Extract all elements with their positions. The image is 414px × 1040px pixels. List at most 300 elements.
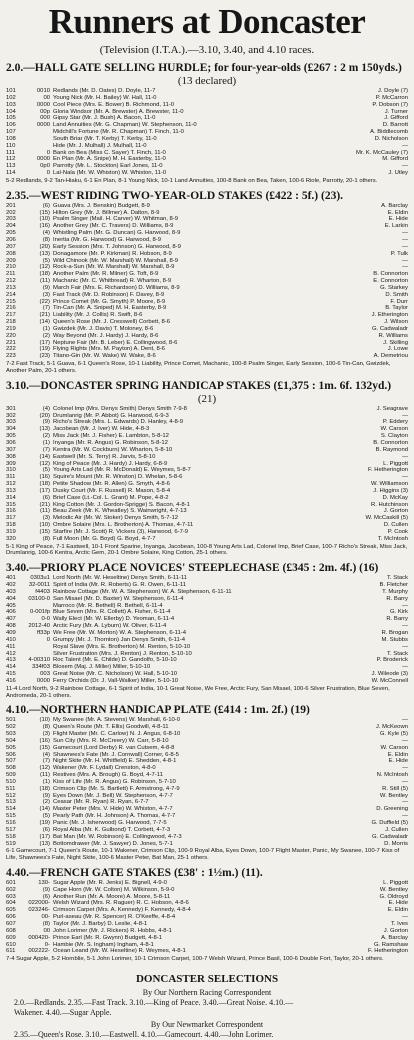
- runner-form: (14): [39, 806, 50, 813]
- selections-section: [6, 973, 408, 1040]
- runner-jockey: L. Piggott: [383, 879, 408, 886]
- runner-details: Royal Slave (Mrs. E. Brotherton) M. Renton, 5-10-10: [53, 643, 191, 650]
- runner-jockey: J. Etherington: [371, 312, 408, 319]
- runner-jockey: G. Starkey: [380, 284, 408, 291]
- runner-jockey: T. Ives: [390, 921, 408, 928]
- runner-jockey: J. Skilling: [383, 339, 408, 346]
- runner-row: [6, 900, 408, 907]
- runner-details: Lord North (Mr. W. Heseltine) Denys Smith, 6-11-11: [53, 575, 188, 582]
- runner-row: [6, 413, 408, 420]
- runner-number: 311: [6, 474, 16, 481]
- runner-form: (7): [42, 305, 50, 312]
- runner-details: Ferry Orchids (Dr. J. Vall-Walker) Miller, 5-10-10: [53, 677, 179, 684]
- runner-details: Parrotty (Mr. L. Stockton) Earl Jones, 11-0: [53, 163, 163, 170]
- betting-forecast: 7-4 Sugar Apple, 5-2 Hornblie, 5-1 John Lorimer, 10-1 Crimson Carpet, 100-7 Welsh Wizard, Prince Basil, 100-6 Double Fort, Taylor, 20-1 others.: [6, 956, 384, 963]
- runner-row: [6, 143, 408, 150]
- runner-details: Master Peter (Mrs. V. Hide) W. Whiston, 4-7-7: [53, 806, 173, 813]
- runner-jockey: W. McCaskill (5): [365, 515, 408, 522]
- runner-number: 106: [6, 122, 16, 129]
- runner-form: 0000: [36, 101, 50, 108]
- runner-form: (9): [42, 284, 50, 291]
- runner-form: 023246-: [28, 907, 50, 914]
- runner-details: March Fair (Mrs. E. Richardson) D. Williams, 8-9: [53, 284, 180, 291]
- runner-details: Gloria Windsor (Mr. A. Brewster) A. Brewster, 11-0: [53, 108, 184, 115]
- runner-details: Early Session (Mrs. T. Johnson) G. Harwood, 8-9: [53, 243, 181, 250]
- race-header: 2.35.—WEST RIDING TWO-YEAR-OLD STAKES (£422 : 5f.) (23).: [6, 189, 344, 202]
- runner-number: 102: [6, 94, 16, 101]
- runner-details: Way Beyond (Mr. J. Hardy) J. Hardy, 8-6: [53, 332, 159, 339]
- runner-number: 111: [6, 149, 15, 156]
- runner-number: 304: [6, 426, 16, 433]
- runner-row: [6, 813, 408, 820]
- runner-form: (9): [42, 792, 50, 799]
- runner-jockey: J. Wilson: [384, 319, 408, 326]
- runner-row: [6, 752, 408, 759]
- runner-row: [6, 928, 408, 935]
- runner-details: Bottomdrawer (Mr. J. Sawyer) D. Jones, 5-7-1: [53, 840, 173, 847]
- runner-form: (8): [42, 535, 50, 542]
- runner-jockey: W. Carson: [380, 426, 408, 433]
- runner-row: [6, 467, 408, 474]
- runner-details: Roc Talent (Mr. E. Childe) D. Gandolfo, 5-10-10: [53, 657, 177, 664]
- runner-number: 412: [6, 650, 16, 657]
- runner-row: [6, 894, 408, 901]
- runner-form: ff33p: [37, 629, 50, 636]
- runner-number: 220: [6, 332, 16, 339]
- runner-row: [6, 230, 408, 237]
- runner-form: (21): [39, 312, 50, 319]
- runner-details: Dusky Court (Mr. F. Russell) R. Mason, 5-8-4: [53, 487, 171, 494]
- runner-details: Bat Man (Mr. W. Robinson) E. Collingwood, 4-7-3: [53, 833, 182, 840]
- runner-form: (19): [39, 346, 50, 353]
- runner-number: 516: [6, 819, 16, 826]
- runner-form: (4): [42, 405, 50, 412]
- runner-jockey: D. Nicholson: [374, 135, 408, 142]
- runner-details: Richo's Streak (Mrs. L. Edwards) D. Hanley, 4-8-9: [53, 419, 183, 426]
- runner-details: We Free (Mr. W. Morton) W. A. Stephenson, 6-11-4: [53, 629, 187, 636]
- race-section: [6, 62, 408, 185]
- runner-row: [6, 671, 408, 678]
- runner-number: 107: [6, 129, 16, 136]
- runner-number: 319: [6, 528, 16, 535]
- runner-number: 602: [6, 886, 16, 893]
- runner-form: (7): [42, 758, 50, 765]
- runner-row: [6, 109, 408, 116]
- runner-form: (15): [39, 528, 50, 535]
- runner-number: 208: [6, 250, 16, 257]
- runner-form: (15): [39, 744, 50, 751]
- runner-row: [6, 150, 408, 157]
- runner-number: 110: [6, 142, 16, 149]
- runner-jockey: F. Durr: [390, 298, 408, 305]
- runner-number: 409: [6, 629, 16, 636]
- runner-row: [6, 95, 408, 102]
- runner-form: (16): [39, 474, 50, 481]
- runner-details: Taylor (Mr. J. Barby) D. Leslie, 4-8-1: [53, 921, 148, 928]
- runner-details: Donagamore (Mr. P. Kirkman) R. Hobson, 8-9: [53, 250, 172, 257]
- runner-number: 112: [6, 156, 16, 163]
- runner-number: 515: [6, 813, 16, 820]
- runner-form: (22): [39, 298, 50, 305]
- runner-jockey: R. Barry: [386, 595, 408, 602]
- runner-number: 217: [6, 312, 16, 319]
- runner-form: 00-: [41, 914, 50, 921]
- runner-details: Young Arts Lad (Mr. R. McDonald) E. Weymes, 5-8-7: [53, 467, 191, 474]
- runner-jockey: E. Larkin: [384, 223, 408, 230]
- race-card: [6, 62, 408, 963]
- northern-selection-line: 2.0.—Redlands. 2.35.—Fast Track. 3.10.—King of Peace. 3.40.—Great Noise. 4.10.—: [14, 998, 294, 1008]
- runner-row: [6, 264, 408, 271]
- selections-title: DONCASTER SELECTIONS: [135, 973, 279, 986]
- runner-details: Grumpy (Mr. J. Thornton) Jan Denys Smith, 6-11-4: [53, 636, 186, 643]
- runner-jockey: A. Demetriou: [373, 353, 408, 360]
- runner-row: [6, 461, 408, 468]
- runner-form: (10): [39, 717, 50, 724]
- runner-row: [6, 724, 408, 731]
- runner-form: [22, 603, 53, 610]
- runner-details: Purl-aseau (Mr. R. Spencer) R. O'Keeffe, 4-8-4: [53, 914, 176, 921]
- runner-number: 603: [6, 893, 16, 900]
- runner-jockey: —: [402, 453, 408, 460]
- runner-number: 219: [6, 325, 16, 332]
- runner-jockey: —: [402, 664, 408, 671]
- runner-row: [6, 616, 408, 623]
- runner-details: Whistling Palm (Mr. G. Duncan) G. Harwood, 8-9: [53, 230, 181, 237]
- runner-row: [6, 299, 408, 306]
- runner-number: 415: [6, 671, 16, 678]
- runner-jockey: G. Ramshaw: [373, 941, 408, 948]
- runner-number: 611: [6, 948, 16, 955]
- runner-row: [6, 326, 408, 333]
- runner-form: (19): [39, 819, 50, 826]
- runner-row: [6, 258, 408, 265]
- runner-jockey: T. Stack: [387, 575, 408, 582]
- runner-details: Psalm Singer (Mail. H. Carver) W. Whitman, 8-9: [53, 216, 179, 223]
- runner-row: [6, 502, 408, 509]
- runner-row: [6, 786, 408, 793]
- runner-list: [6, 880, 408, 955]
- runner-row: [6, 717, 408, 724]
- runner-details: Sun City (Mrs. R. McCreery) W. Carr, 5-8-10: [53, 737, 169, 744]
- runner-details: Blue Seven (Mrs. R. Collett) A. Fisher, 6-11-4: [53, 609, 171, 616]
- runner-form: (2): [42, 799, 50, 806]
- runner-form: (8): [42, 921, 50, 928]
- runner-row: [6, 887, 408, 894]
- runner-row: [6, 914, 408, 921]
- runner-row: [6, 129, 408, 136]
- runner-number: 203: [6, 216, 16, 223]
- runner-number: 202: [6, 209, 16, 216]
- race-section: [6, 867, 408, 963]
- runner-jockey: —: [402, 142, 408, 149]
- runner-form: 003: [40, 671, 50, 678]
- runner-row: [6, 419, 408, 426]
- runner-jockey: R. Williams: [378, 332, 408, 339]
- runner-form: 0000: [36, 156, 50, 163]
- runner-details: Melodic Air (Mr. W. Stoker) Denys Smith, 5-7-12: [53, 515, 179, 522]
- runner-jockey: J. Doyle (7): [377, 88, 408, 94]
- runner-list: [6, 406, 408, 543]
- runner-number: 316: [6, 508, 16, 515]
- runner-number: 502: [6, 724, 16, 731]
- runner-form: (23): [39, 353, 50, 360]
- runner-jockey: P. Tulk: [390, 250, 408, 257]
- runner-row: [6, 515, 408, 522]
- runner-form: 03100-0: [28, 595, 50, 602]
- runner-form: (8): [42, 236, 50, 243]
- runner-details: Another Palm (Mr. R. Milner) G. Toft, 8-9: [53, 271, 159, 278]
- runner-jockey: —: [402, 163, 408, 170]
- runner-number: 405: [6, 602, 16, 609]
- runner-jockey: D. Smith: [385, 291, 408, 298]
- runner-row: [6, 651, 408, 658]
- runner-details: Wally Elect (Mr. W. Ellerby) D. Yeoman, 6-11-4: [53, 616, 175, 623]
- runner-jockey: G. Duffield (5): [371, 819, 408, 826]
- runner-number: 607: [6, 921, 16, 928]
- runner-jockey: A. Barclay: [381, 202, 408, 209]
- runner-row: [6, 474, 408, 481]
- runner-row: [6, 136, 408, 143]
- runner-form: (13): [39, 426, 50, 433]
- runner-row: [6, 827, 408, 834]
- runner-jockey: —: [402, 243, 408, 250]
- betting-forecast: 7-2 Fast Track, 5-1 Guava, 6-1 Queen's Rose, 10-1 Liability, Prince Comet, Machanic, 100-8 Psalm Singer, Early Session, 100-6 Tin-Can, Gwizdek, Another Palm, 20-1 others.: [6, 361, 391, 374]
- runner-form: (17): [39, 487, 50, 494]
- runner-form: (6): [42, 202, 50, 209]
- runner-jockey: P. Eddery: [382, 419, 408, 426]
- masthead: Runners at Doncaster: [48, 2, 366, 41]
- runner-jockey: S. Clayton: [380, 433, 408, 440]
- runner-jockey: B. Connorton: [373, 271, 408, 278]
- runner-jockey: A. Biddlecomb: [370, 129, 408, 136]
- runner-details: Midchill's Fortune (Mr. R. Chapman) T. Finch, 11-0: [53, 129, 184, 136]
- runner-jockey: J. Wileode (3): [371, 671, 408, 678]
- television-note: (Television (I.T.A.).—3.10, 3.40, and 4.10 races.: [99, 44, 315, 56]
- runner-form: 000: [40, 115, 50, 122]
- runner-number: 416: [6, 677, 16, 684]
- runner-form: (14): [39, 319, 50, 326]
- runner-form: [22, 143, 53, 150]
- runner-number: 402: [6, 582, 16, 589]
- runner-form: (20): [39, 243, 50, 250]
- runner-details: Marroco (Mr. R. Bethell) R. Bethell, 6-11-4: [53, 602, 163, 609]
- runner-number: 310: [6, 467, 16, 474]
- runner-form: (4): [42, 230, 50, 237]
- runner-row: [6, 305, 408, 312]
- runner-jockey: E. Connorton: [373, 278, 408, 285]
- runner-details: Prince Earl (Mr. R. Gwynn) Budgett, 4-8-1: [53, 934, 163, 941]
- runner-row: [6, 88, 408, 95]
- runner-row: [6, 948, 408, 955]
- runner-number: 518: [6, 833, 16, 840]
- runner-jockey: B. Taylor: [385, 305, 408, 312]
- runner-jockey: —: [402, 236, 408, 243]
- runner-form: (12): [39, 264, 50, 271]
- runner-row: [6, 921, 408, 928]
- runner-jockey: D. McKay: [382, 494, 408, 501]
- runner-row: [6, 765, 408, 772]
- runner-number: 414: [6, 664, 16, 671]
- northern-correspondent: By Our Northern Racing Correspondent: [142, 988, 272, 998]
- runner-jockey: D. Barrott: [382, 122, 408, 129]
- runner-row: [6, 312, 408, 319]
- runner-row: [6, 203, 408, 210]
- runner-form: (2): [42, 332, 50, 339]
- runner-details: Hambie (Mr. S. Ingham) Ingham, 4-8-1: [53, 941, 154, 948]
- runner-number: 222: [6, 346, 16, 353]
- runner-form: 022000-: [28, 900, 50, 907]
- runner-details: En Plan (Mr. A. Snipe) M. H. Easterby, 11-0: [53, 156, 166, 163]
- runner-jockey: J. Cullen: [385, 826, 408, 833]
- runner-number: 504: [6, 737, 16, 744]
- runner-number: 313: [6, 487, 16, 494]
- runner-jockey: J. Utley: [388, 170, 408, 177]
- runner-form: f4403: [35, 588, 50, 595]
- runner-details: Brief Case (Lt.-Col. L. Grant) M. Pope, 4-8-2: [53, 494, 169, 501]
- runner-number: 209: [6, 257, 16, 264]
- runner-details: Titano-Gin (Mr. W. Wake) W. Wake, 8-6: [53, 353, 156, 360]
- runner-row: [6, 210, 408, 217]
- runner-number: 215: [6, 298, 16, 305]
- runner-form: (6): [42, 494, 50, 501]
- runner-jockey: N. McIntosh: [376, 772, 408, 779]
- runner-form: (21): [39, 501, 50, 508]
- runner-details: Colonel Imp (Mrs. Denys Smith) Denys Smith 7-9-8: [53, 405, 187, 412]
- runner-details: Silver Frustration (Mrs. J. Renton) J. Renton, 5-10-10: [53, 650, 192, 657]
- runner-number: 301: [6, 405, 16, 412]
- runner-form: (12): [39, 460, 50, 467]
- runner-jockey: —: [402, 602, 408, 609]
- runner-row: [6, 156, 408, 163]
- race-section: [6, 380, 408, 557]
- runner-form: 0: [46, 636, 50, 643]
- runner-details: Beau Zeek (Mr. K. Wheatley) S. Wainwright, 4-7-13: [53, 508, 187, 515]
- runner-form: 2012-40: [28, 623, 50, 630]
- runner-jockey: E. Hide: [388, 758, 408, 765]
- runner-jockey: T. McIntosh: [377, 535, 408, 542]
- runner-details: Land Annuities (Mr. G. Chapman) W. Stephenson, 11-0: [53, 122, 197, 129]
- runner-details: Pearly Path (Mr. H. Johnson) A. Thomas, 4-7-7: [53, 813, 176, 820]
- runner-details: Bloxem (Maj. J. Miller) Miller, 5-10-10: [53, 664, 151, 671]
- runner-row: [6, 102, 408, 109]
- runner-number: 216: [6, 305, 16, 312]
- runner-number: 312: [6, 481, 16, 488]
- runner-form: [22, 651, 53, 658]
- betting-forecast: 6-1 Gamecourt, 7-1 Queen's Route, 10-1 Wakener, Crimson Clip, 100-9 Royal Alba, Eyes Down, 100-7 Flight Master, Panic, My Swanee, 100-7 Kiss of Life, Shawnees's Fate, Night Skite, 100-6 Master Peter, Bat Man, 25-1 others.: [6, 848, 400, 862]
- runner-number: 307: [6, 446, 16, 453]
- runner-number: 205: [6, 230, 16, 237]
- runner-form: 4-00310: [28, 657, 50, 664]
- runner-row: [6, 745, 408, 752]
- runner-number: 213: [6, 284, 16, 291]
- runner-number: 404: [6, 595, 16, 602]
- runner-row: [6, 942, 408, 949]
- runner-jockey: —: [402, 737, 408, 744]
- runner-form: (8): [42, 724, 50, 731]
- runner-details: Guava (Mrs. J. Benskin) Budgett, 8-9: [53, 202, 150, 209]
- runner-details: Royal Alba (Mr. K. Gulbond) T. Corbett, 4-7-3: [53, 826, 171, 833]
- runner-jockey: —: [402, 257, 408, 264]
- runner-jockey: Mr. K. McCauley (7): [355, 149, 408, 156]
- runner-details: Drumlanrig (Mr. P. Abbot) G. Harwood, 6-9-3: [53, 412, 169, 419]
- runner-number: 305: [6, 433, 16, 440]
- runner-row: [6, 251, 408, 258]
- runner-details: Jacobean (Mr. J. Iver) W. Hide, 4-8-3: [53, 426, 150, 433]
- runner-form: (12): [39, 765, 50, 772]
- runner-form: 0-0: [41, 616, 50, 623]
- runner-form: 00p: [40, 108, 50, 115]
- runner-row: [6, 285, 408, 292]
- runner-row: [6, 589, 408, 596]
- runner-details: Inertia (Mr. G. Harwood) G. Harwood, 8-9: [53, 236, 162, 243]
- runner-details: Cool Piece (Mrs. E. Bower) B. Richmond, 11-0: [53, 101, 175, 108]
- runner-row: [6, 623, 408, 630]
- runner-details: Crimson Carpet (Mrs. A. Kennedy) F. Kennedy, 4-8-4: [53, 907, 191, 914]
- runner-details: Ombre Solaire (Mrs. L. Brotherton) A. Thomas, 4-7-11: [53, 522, 194, 529]
- runner-form: (3): [42, 291, 50, 298]
- runner-details: Squire's Mount (Mr. R. Winston) D. Whelan, 5-8-6: [53, 474, 183, 481]
- runner-jockey: —: [402, 813, 408, 820]
- runner-details: Tin-Can (Mr. A. Sniped) M. H. Easterby, 8-9: [53, 305, 167, 312]
- runner-form: (15): [39, 209, 50, 216]
- runner-form: (18): [39, 481, 50, 488]
- runner-details: Gwizdek (Mr. J. Davis) T. Moloney, 8-6: [53, 325, 154, 332]
- runner-number: 315: [6, 501, 16, 508]
- runner-details: Neptune Fair (Mr. B. Leber) E. Collingwood, 8-6: [53, 339, 178, 346]
- runner-jockey: R. Barry: [386, 616, 408, 623]
- runner-jockey: W. Bentley: [379, 886, 408, 893]
- runner-form: 0p0: [40, 163, 50, 170]
- runner-details: Shawnees's Fate (Mr. J. Cornwall) Corner, 6-8-5: [53, 751, 179, 758]
- runner-details: San Misael (Mr. D. Baxter) W. Stephenson, 6-11-4: [53, 595, 184, 602]
- runner-list: [6, 575, 408, 685]
- runner-row: [6, 880, 408, 887]
- runner-jockey: M. Gifford: [382, 156, 408, 163]
- runner-row: [6, 793, 408, 800]
- runner-details: Panic (Mr. J. Isherwood) G. Harwood, 7-7-5: [53, 819, 167, 826]
- race-declared: (21): [197, 392, 217, 405]
- runner-row: [6, 292, 408, 299]
- runner-form: (13): [39, 840, 50, 847]
- runner-form: (11): [39, 772, 50, 779]
- runner-jockey: G. Oldroyd: [379, 893, 408, 900]
- race-header: 3.10.—DONCASTER SPRING HANDICAP STAKES (£1,375 : 1m. 6f. 132yd.): [6, 379, 392, 392]
- runner-number: 108: [6, 135, 16, 142]
- race-header: 2.0.—HALL GATE SELLING HURDLE; for four-year-olds (£267 : 2 m 150yds.): [6, 62, 402, 74]
- betting-forecast: 5-1 King of Peace, 7-1 Eastwell, 10-1 Front Sparine, Inyanga, Jacobean, 100-8 Young Arts Lad, Colonel Imp, Brief Case, 100-7 Richo's Streak, Miss Jack, Drumlanrig, 100-6 Kentra, Arctic Gem, 20-1 Ombre Solaire, King Cotton, 25-1 others.: [6, 543, 408, 557]
- race-header: 3.40.—PRIORY PLACE NOVICES' STEEPLECHASE (£345 : 2m. 4f.) (16): [6, 562, 379, 575]
- runner-jockey: J. Gorton: [383, 927, 408, 934]
- runner-jockey: J. Gorton: [383, 508, 408, 515]
- runner-number: 308: [6, 453, 16, 460]
- runner-row: [6, 806, 408, 813]
- runner-form: (20): [39, 412, 50, 419]
- runner-form: 0: [46, 170, 50, 177]
- runner-row: [6, 731, 408, 738]
- runner-row: [6, 758, 408, 765]
- runner-row: [6, 799, 408, 806]
- runner-details: Queen's Rose (Mr. J. Cresswell) Corbett, 8-6: [53, 319, 171, 326]
- runner-number: 218: [6, 319, 16, 326]
- runner-row: [6, 447, 408, 454]
- runner-details: Eastwell (Mr. S. Terry) R. Jarvis, 5-8-10: [53, 453, 156, 460]
- runner-form: (5): [42, 257, 50, 264]
- runner-jockey: J. Lowe: [387, 346, 408, 353]
- runner-jockey: J. Higgins (3): [373, 487, 408, 494]
- runner-jockey: D. Greening: [376, 806, 408, 813]
- runner-number: 306: [6, 439, 16, 446]
- race-section: [6, 190, 408, 375]
